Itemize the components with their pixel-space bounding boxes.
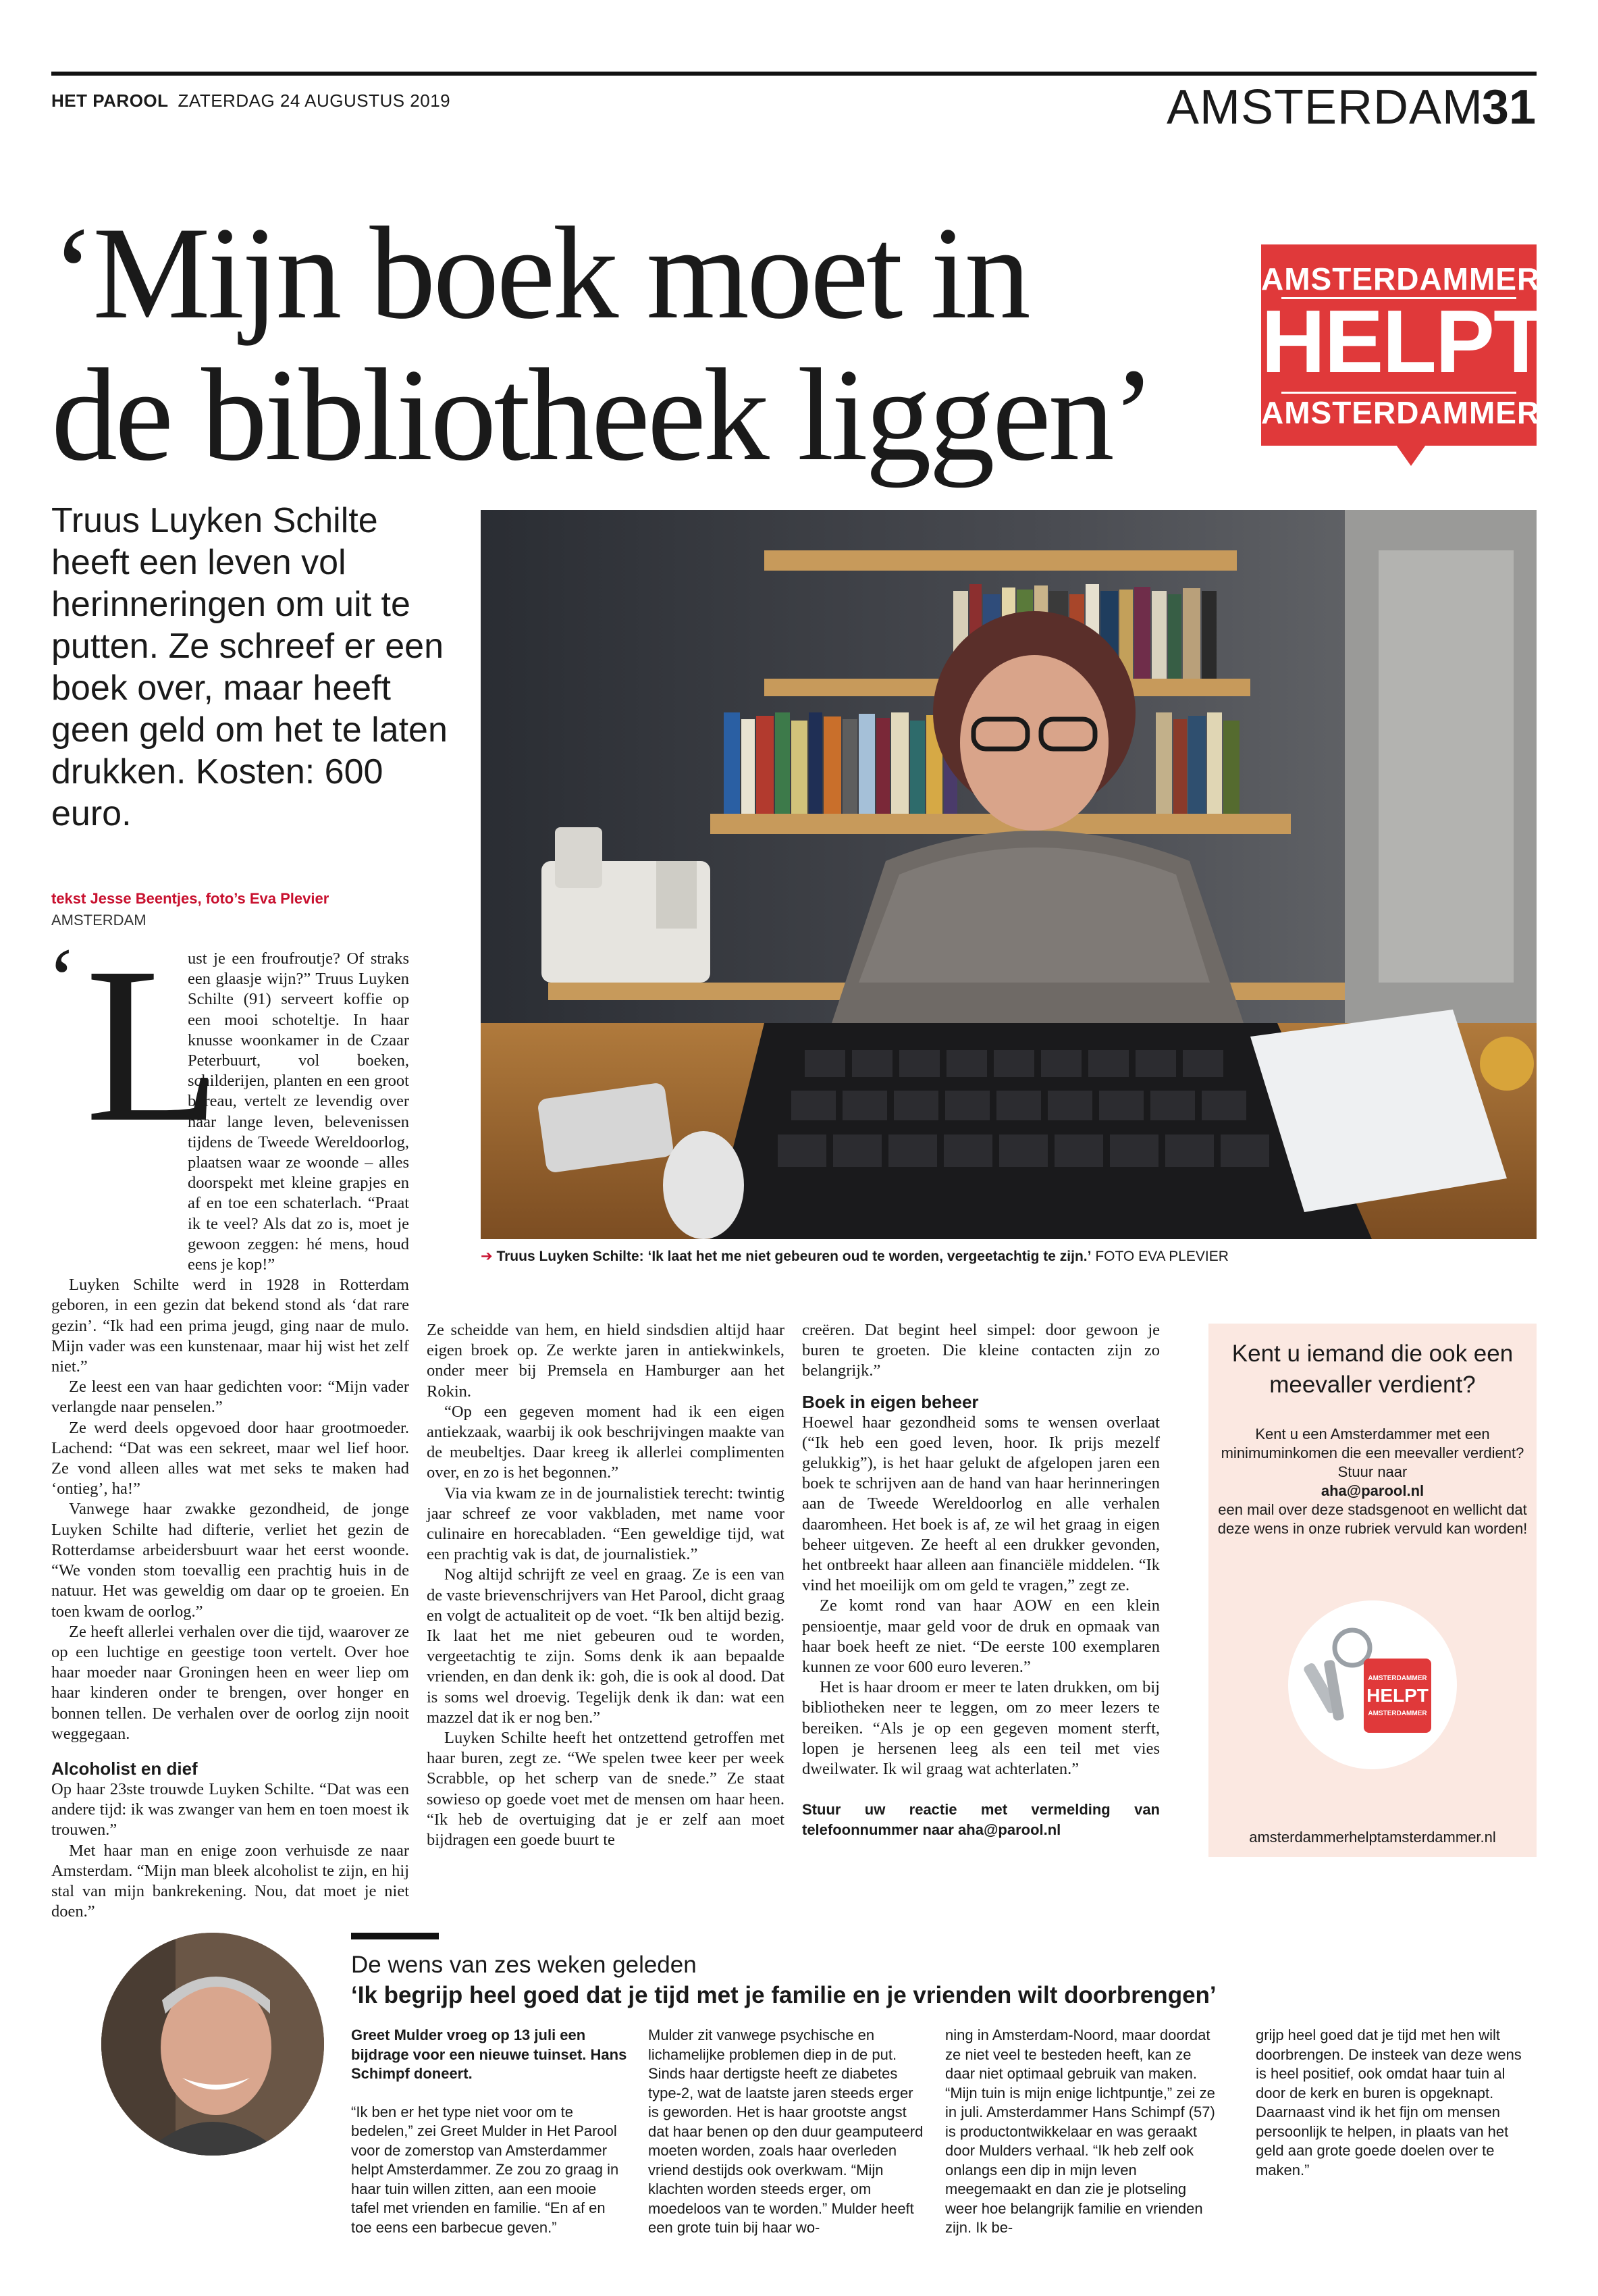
dateline: AMSTERDAM	[51, 912, 147, 929]
article-column-2	[427, 1320, 784, 1850]
badge-main-text: HELPT	[1261, 292, 1547, 391]
previous-wish-column-3	[945, 2026, 1222, 2238]
amsterdammer-helpt-badge	[1261, 244, 1547, 446]
subheading-alcoholist: Alcoholist en dief	[51, 1758, 198, 1779]
article-column-1	[51, 949, 409, 1922]
sidebar-text	[1215, 1425, 1530, 1538]
paragraph: Hoewel haar gezondheid soms te wensen overlaat (“Ik heb een goed leven, hoor. Ik prijs mezelf gelukkig”), is het haar gelukt de afgelopen jaren een boek te schrijven aan de hand van haar herinneringen aan de Tweede Wereldoorlog en alle verhalen daaromheen. Het boek is af, ze wil het graag in eigen beheer uitgeven. Ze heeft al een drukker gevonden, het ontbreekt haar alleen aan financiële middelen. “Ik vind het moeilijk om om geld te vragen,” zegt ze.	[802, 1413, 1160, 1595]
paragraph: Nog altijd schrijft ze veel en graag. Ze is een van de vaste brievenschrijvers van Het Parool, dicht graag en volgt de actualiteit op de voet. “Ik ben altijd bezig. Ik laat het me niet gebeuren oud te worden, vergeetachtig te zijn. Soms denk ik aan bepaalde vrienden, en dan denk ik: goh, die is ook al dood. Dat is soms wel droevig. Tegelijk denk ik dan: wat een mazzel dat ik er nog ben.”	[427, 1565, 784, 1727]
previous-wish-column-2	[648, 2026, 925, 2238]
masthead	[51, 90, 450, 111]
box-rule	[351, 1933, 439, 1939]
mouse	[663, 1131, 744, 1239]
page-number: 31	[1481, 80, 1536, 134]
caption-arrow-icon: ➔	[481, 1249, 493, 1264]
paragraph: Luyken Schilte heeft het ontzettend getroffen met haar buren, zegt ze. “We spelen twee keer per week Scrabble, op het scherp van de snede.” Ze staat sowieso op goede voet met de mensen om haar heen. “Ik heb de overtuiging dat je er zelf aan moet bijdragen een goede buurt te	[427, 1729, 784, 1850]
mini-badge-top: AMSTERDAMMER	[1368, 1675, 1427, 1682]
sidebar-text-1: Kent u een Amsterdammer met een minimuminkomen die een meevaller verdient? Stuur naar	[1221, 1426, 1524, 1480]
issue-date: ZATERDAG 24 AUGUSTUS 2019	[178, 90, 451, 111]
paragraph: Ze komt rond van haar AOW en een klein pensioentje, maar geld voor de druk en opmaak van haar boek heeft ze niet. “De eerste 100 exemplaren kunnen ze voor 600 euro leveren.”	[802, 1596, 1160, 1677]
byline-credit: tekst Jesse Beentjes, foto’s Eva Plevier	[51, 890, 329, 907]
paragraph: “Op een gegeven moment had ik een eigen antiekzaak, waarbij ik ook beschrijvingen maakte van de meubeltjes. Daar kreeg ik allerlei complimenten over, en zo is het begonnen.”	[427, 1402, 784, 1482]
intro-lead: Truus Luyken Schilte heeft een leven vol herinneringen om uit te putten. Ze schreef er een boek over, maar heeft geen geld om het te laten drukken. Kosten: 600 euro.	[51, 501, 448, 833]
article-column-3	[802, 1320, 1160, 1840]
photo-illustration	[481, 510, 1537, 1239]
subheading-eigen-beheer: Boek in eigen beheer	[802, 1391, 979, 1412]
photo-caption	[481, 1248, 1537, 1265]
badge-speech-tail	[1395, 443, 1427, 466]
paragraph: “Ik ben er het type niet voor om te bedelen,” zei Greet Mulder in Het Parool voor de zomerstop van Amsterdammer helpt Amsterdammer. Ze zou zo graag in haar tuin willen zitten, aan een mooie tafel met vrienden en familie. “En af en toe eens een barbecue geven.”	[351, 2103, 619, 2236]
portrait-hans-schimpf	[101, 1933, 324, 2156]
previous-wish-column-1	[351, 2026, 628, 2237]
reaction-cta: Stuur uw reactie met vermelding van telefoonnummer naar aha@parool.nl	[802, 1801, 1160, 1839]
previous-wish-column-4	[1256, 2026, 1533, 2180]
paragraph: Het is haar droom er meer te laten drukken, om bij bibliotheken neer te leggen, om zo meer lezers te bereiken. “Als je op een gegeven moment sterft, lopen je hersenen leeg als een teil met vies dweilwater. Ik wil graag wat achterlaten.”	[802, 1678, 1160, 1779]
paragraph: Ze heeft allerlei verhalen over die tijd, waarover ze op een luchtige en geestige toon vertelt. Over hoe haar moeder naar Groningen heen en weer liep om haar kinderen onder te brengen, over honger en bonnen tellen. De verhalen over de oorlog zijn nooit weggegaan.	[51, 1622, 409, 1743]
sidebar-text-2: een mail over deze stadsgenoot en wellicht dat deze wens in onze rubriek vervuld kan worden!	[1217, 1501, 1528, 1537]
sidebar-email[interactable]: aha@parool.nl	[1321, 1482, 1424, 1499]
keys-illustration	[1288, 1600, 1457, 1769]
headline-line-2: de bibliotheek liggen’	[51, 342, 1153, 488]
top-rule	[51, 72, 1537, 76]
paragraph: Ze scheidde van hem, en hield sindsdien altijd haar eigen broek op. Ze werkte jaren in antiekwinkels, onder meer bij Premsela en Hamburger aan het Rokin.	[427, 1321, 784, 1401]
portrait-illustration	[101, 1933, 324, 2156]
badge-top-text: AMSTERDAMMER	[1261, 261, 1541, 296]
paragraph: Op haar 23ste trouwde Luyken Schilte. “Dat was een andere tijd: ik was zwanger van hem en toen moest ik trouwen.”	[51, 1779, 409, 1840]
badge-bottom-text: AMSTERDAMMER	[1261, 395, 1541, 430]
dropcap-quote: ‘	[47, 931, 77, 1028]
photo-credit: FOTO EVA PLEVIER	[1095, 1249, 1229, 1264]
badge-divider	[1281, 392, 1516, 394]
paragraph: Vanwege haar zwakke gezondheid, de jonge Luyken Schilte had difterie, verliet het gezin de Rotterdamse arbeidersbuurt waar het eerst woonde. “We vonden stom toevallig een prachtig huis in de natuur. Het was geweldig om daar op te groeien. En toen kwam de oorlog.”	[51, 1500, 409, 1621]
paragraph: Ze werd deels opgevoed door haar grootmoeder. Lachend: “Dat was een sekreet, maar wel lief hoor. Ze vond alleen alles wat met seks te maken had ‘ontieg’, ha!”	[51, 1418, 409, 1498]
section-name: AMSTERDAM	[1166, 80, 1483, 134]
paragraph: Via via kwam ze in de journalistiek terecht: twintig jaar schreef ze voor vakbladen, met name voor culinaire en horecabladen. “Een geweldige tijd, wat een prachtig vak is dat, de journalistiek.”	[427, 1484, 784, 1564]
paragraph: Met haar man en enige zoon verhuisde ze naar Amsterdam. “Mijn man bleek alcoholist te zijn, en hij stal van mijn bankrekening. Nou, dat moet je niet doen.”	[51, 1841, 409, 1921]
sidebar-box	[1208, 1324, 1537, 1857]
sidebar-url[interactable]: amsterdammerhelptamsterdammer.nl	[1249, 1829, 1496, 1846]
paragraph: ning in Amsterdam-Noord, maar doordat ze niet veel te besteden heeft, kan ze daar niet optimaal gebruik van maken. “Mijn tuin is mijn enige lichtpuntje,” zei ze in juli. Amsterdammer Hans Schimpf (57) is productontwikkelaar en was geraakt door Mulders verhaal. “Ik heb zelf ook onlangs een dip in mijn leven meegemaakt en dan zie je plotseling weer hoe belangrijk familie en vrienden zijn. Ik be-	[945, 2027, 1215, 2236]
caption-text: Truus Luyken Schilte: ‘Ik laat het me niet gebeuren oud te worden, vergeetachtig te zijn.’	[496, 1249, 1092, 1264]
paragraph: Mulder zit vanwege psychische en lichamelijke problemen diep in de put. Sinds haar dertigste heeft ze diabetes type-2, wat de laatste jaren steeds erger is geworden. Het is haar grootste angst dat haar benen op den duur geamputeerd moeten worden, zoals haar overleden vriend destijds ook overkwam. “Mijn klachten worden steeds erger, om moedeloos van te worden.” Mulder heeft een grote tuin bij haar wo-	[648, 2027, 924, 2236]
sidebar-title: Kent u iemand die ook een meevaller verdient?	[1231, 1340, 1514, 1398]
paragraph: Luyken Schilte werd in 1928 in Rotterdam geboren, in een gezin dat bekend stond als ‘dat rare gezin’. “Ik had een prima jeugd, ging naar de mulo. Mijn vader was een kunstenaar, maar hij wist het zelf niet.”	[51, 1276, 409, 1376]
paragraph: ust je een froufroutje? Of straks een glaasje wijn?” Truus Luyken Schilte (91) serveert koffie op een mooi schoteltje. In haar knusse woonkamer in de Czaar Peterbuurt, vol boeken, schilderijen, planten en een groot bureau, vertelt ze levendig over haar lange leven, belevenissen tijdens de Tweede Wereldoorlog, plaatsen waar ze woonde – alles doorspekt met kleine grapjes en af en toe een schaterlach. “Praat ik te veel? Als dat zo is, moet je gewoon zeggen: hé mens, houd eens je kop!”	[188, 949, 409, 1274]
paragraph: grijp heel goed dat je tijd met hen wilt doorbrengen. De insteek van deze wens is heel positief, ook omdat haar tuin al door de kerk en buren is opgeknapt. Daarnaast vind ik het fijn om mensen persoonlijk te helpen, in plaats van het geld aan grote goede doelen over te maken.”	[1256, 2027, 1522, 2178]
previous-wish-headline: ‘Ik begrijp heel goed dat je tijd met je familie en je vrienden wilt doorbrengen’	[351, 1982, 1217, 2008]
headline	[51, 200, 1240, 488]
paper-name: HET PAROOL	[51, 90, 169, 111]
keys-icon	[1288, 1600, 1457, 1769]
dropcap-letter: L	[85, 922, 221, 1168]
paragraph: creëren. Dat begint heel simpel: door gewoon je buren te groeten. Die kleine contacten zijn zo belangrijk.”	[802, 1321, 1160, 1380]
article-photo	[481, 510, 1537, 1239]
headline-line-1: ‘Mijn boek moet in	[51, 200, 1028, 346]
previous-wish-kicker: De wens van zes weken geleden	[351, 1952, 697, 1978]
previous-wish-lead: Greet Mulder vroeg op 13 juli een bijdrage voor een nieuwe tuinset. Hans Schimpf doneert.	[351, 2027, 627, 2082]
paragraph: Ze leest een van haar gedichten voor: “Mijn vader verlangde naar penselen.”	[51, 1378, 409, 1417]
mini-badge-bottom: AMSTERDAMMER	[1368, 1710, 1427, 1717]
mini-badge-middle: HELPT	[1366, 1685, 1429, 1706]
